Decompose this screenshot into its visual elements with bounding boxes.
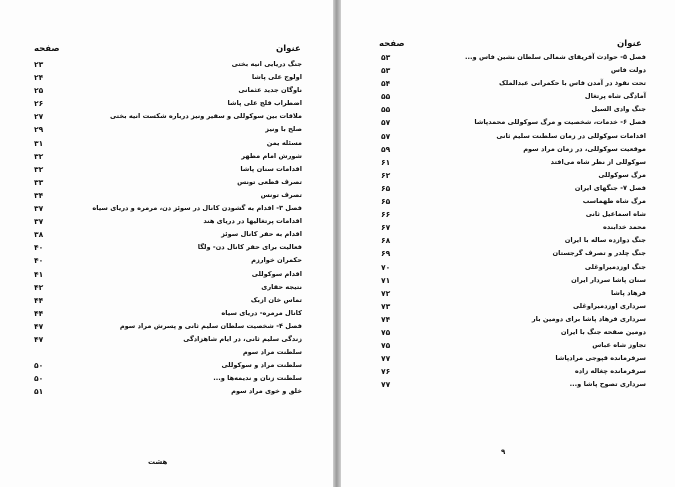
toc-entry-page-number: ۷۷ [381,354,391,364]
toc-entry-page-number: ۵۷ [381,131,391,141]
toc-entry-page-number: ۵۵ [381,92,391,102]
toc-entry-title: جنگ چلدر و تصرف گرجستان [552,249,646,258]
toc-row [34,254,302,267]
toc-row [381,274,646,287]
toc-row [34,268,302,281]
toc-row [381,339,646,352]
toc-entry-page-number: ۶۲ [381,170,391,180]
toc-row [381,365,646,378]
toc-row [34,281,302,294]
toc-entry-title: تجاوز شاه عباس [592,341,646,350]
toc-entry-title: سرفرمانده قپوجی مرادپاشا [555,354,646,363]
left-title-heading: عنوان [276,44,301,54]
toc-row [381,169,646,182]
toc-row [381,208,646,221]
right-page-heading: صفحه [379,39,405,49]
toc-entry-title: مسئله یمن [266,138,302,147]
toc-entry-title: سنان پاشا سردار ایران [571,275,646,284]
toc-entry-title: سرداری اوزدمیراوغلی [572,301,646,310]
toc-entry-title: مرگ سوکوللی [598,170,646,179]
toc-entry-title: اقدامات پرتغالیها در دریای هند [203,217,302,226]
toc-entry-title: آمادگی شاه پرتغال [584,92,646,101]
toc-entry-page-number: ۲۴ [34,73,44,83]
right-toc-list [381,51,646,391]
toc-entry-page-number: ۶۵ [381,183,391,193]
toc-entry-title: سرداری تصوح پاشا و... [569,380,646,389]
toc-entry-page-number: ۴۱ [34,269,44,279]
toc-row [381,182,646,195]
toc-row [34,71,302,84]
toc-row [381,195,646,208]
toc-entry-page-number: ۳۷ [34,217,44,227]
left-toc-list [34,58,302,398]
toc-entry-page-number: ۴۲ [34,282,44,292]
toc-entry-page-number: ۳۸ [34,230,44,240]
toc-entry-page-number: ۷۱ [381,275,391,285]
toc-row [381,77,646,90]
toc-row [381,130,646,143]
toc-row [34,110,302,123]
toc-entry-title: سرداری فرهاد پاشا برای دومین بار [531,314,646,323]
toc-entry-title: فعالیت برای حفر کانال دن- ولگا [197,243,302,252]
toc-row [381,103,646,116]
toc-entry-title: اولوج علی پاشا [251,73,302,82]
toc-entry-title: ناوگان جدید عثمانی [238,86,302,95]
toc-entry-page-number: ۴۷ [34,334,44,344]
toc-entry-page-number: ۳۳ [34,177,44,187]
toc-entry-title: کانال مرمره- دریای سیاه [221,308,302,317]
toc-entry-title: صلح با ونیز [265,125,302,134]
toc-row [381,378,646,391]
toc-row [34,58,302,71]
toc-entry-title: اقدام سوکوللی [251,269,302,278]
toc-entry-title: جنگ دریایی انیه بختی [231,60,302,68]
toc-entry-title: مرگ شاه طهماسب [582,197,646,206]
toc-entry-page-number: ۳۱ [34,138,44,148]
toc-row [34,228,302,241]
toc-entry-title: تصرف قطعی تونس [237,177,302,186]
toc-row [34,372,302,385]
toc-entry-title: شورش امام مطهر [241,151,302,160]
toc-entry-page-number: ۶۷ [381,223,391,233]
toc-entry-title: موقعیت سوکوللی، در زمان مراد سوم [523,144,646,153]
toc-entry-page-number: ۷۵ [381,327,391,337]
toc-entry-title: اقدام به حفر کانال سوئز [221,230,302,239]
toc-entry-title: فرهاد پاشا [610,288,646,297]
toc-row [34,333,302,346]
toc-row [381,116,646,129]
toc-entry-page-number: ۴۰ [34,256,44,266]
right-page [341,0,675,487]
toc-entry-title: اقدامات سنان پاشا [240,164,302,173]
toc-entry-page-number: ۵۹ [381,144,391,154]
toc-row [381,247,646,260]
toc-entry-title: زندگی سلیم ثانی، در ایام شاهزادگی [183,334,302,343]
toc-entry-title: فصل ۳- اقدام به گشودن کانال در سوئز دن، مرمره و دریای سیاه [92,204,302,213]
toc-entry-title: جنگ اوزدمیراوغلی [584,262,646,271]
toc-row [34,176,302,189]
toc-entry-page-number: ۷۲ [381,288,391,298]
toc-entry-page-number: ۲۷ [34,112,44,122]
right-title-heading: عنوان [617,39,642,49]
toc-row [34,359,302,372]
book-gutter [333,0,341,487]
toc-entry-title: فصل ۵- حوادث آفریقای شمالی سلطان نشین فاس و... [465,53,646,61]
toc-entry-page-number: ۴۴ [34,295,44,305]
toc-entry-page-number: ۶۱ [381,157,391,167]
toc-row [381,64,646,77]
toc-entry-title: شاه اسماعیل ثانی [585,210,646,219]
toc-row [381,156,646,169]
toc-entry-page-number: ۷۶ [381,367,391,377]
toc-entry-title: دومین صفحه جنگ با ایران [560,327,646,336]
toc-entry-page-number: ۲۹ [34,125,44,135]
toc-entry-title: محمد خدابنده [602,223,646,232]
toc-row [381,300,646,313]
toc-entry-title: تصرف تونس [260,190,302,199]
toc-entry-page-number: ۴۴ [34,308,44,318]
toc-entry-page-number: ۴۰ [34,243,44,253]
toc-row [34,163,302,176]
toc-entry-page-number: ۶۵ [381,197,391,207]
toc-row [34,202,302,215]
toc-entry-title: تماس خان ازبک [250,295,302,304]
toc-entry-page-number: ۶۹ [381,249,391,259]
right-page-footer: ۹ [501,448,506,456]
toc-row [34,150,302,163]
toc-entry-title: سلطنت زنان و ندیمه‌ها و... [213,374,302,383]
toc-entry-title: سلطنت مراد و سوکوللی [221,361,302,370]
toc-row [381,261,646,274]
toc-row [34,123,302,136]
toc-entry-page-number: ۶۸ [381,236,391,246]
toc-entry-page-number: ۲۳ [34,60,44,69]
toc-entry-page-number: ۷۷ [381,380,391,390]
toc-entry-title: دولت فاس [610,66,646,75]
toc-entry-page-number: ۵۳ [381,53,391,62]
toc-entry-title: نتیجه حفاری [261,282,302,291]
toc-entry-page-number: ۵۴ [381,79,391,89]
toc-entry-title: فصل ۶- خدمات، شخصیت و مرگ سوکوللی محمدپاشا [474,118,646,127]
toc-entry-page-number: ۵۵ [381,105,391,115]
toc-entry-page-number: ۷۵ [381,341,391,351]
toc-entry-title: سوکوللی از نظر شاه می‌افتد [550,157,646,166]
toc-row [381,221,646,234]
toc-row [34,215,302,228]
toc-entry-page-number: ۵۷ [381,118,391,128]
toc-row [381,287,646,300]
toc-row [34,241,302,254]
toc-entry-title: تحت نفوذ در آمدن فاس با حکمرانی عبدالملک [499,79,646,88]
toc-row [34,137,302,150]
toc-entry-page-number: ۵۰ [34,374,44,384]
left-page [0,0,333,487]
toc-entry-page-number: ۵۱ [34,387,44,397]
toc-entry-page-number: ۴۷ [34,321,44,331]
toc-row [381,313,646,326]
toc-entry-page-number: ۷۰ [381,262,391,272]
toc-entry-page-number: ۷۴ [381,314,391,324]
toc-entry-page-number: ۵۰ [34,361,44,371]
toc-entry-page-number: ۶۶ [381,210,391,220]
toc-entry-title: سلطنت مراد سوم [242,348,302,357]
toc-entry-title: اضطراب قلج علی پاشا [227,99,302,108]
toc-entry-page-number: ۳۷ [34,204,44,214]
toc-row [381,143,646,156]
toc-row [381,352,646,365]
toc-entry-title: خلق و خوی مراد سوم [231,387,302,396]
toc-row [34,307,302,320]
toc-entry-page-number: ۳۲ [34,151,44,161]
left-page-heading: صفحه [34,44,60,54]
toc-row [381,90,646,103]
toc-entry-title: حکمران خوارزم [251,256,302,265]
left-page-footer: هشت [148,458,168,466]
toc-row [34,189,302,202]
toc-row [34,294,302,307]
toc-entry-title: اقدامات سوکوللی در زمان سلطنت سلیم ثانی [496,131,646,140]
toc-row [34,97,302,110]
toc-entry-title: فصل ۴- شخصیت سلطان سلیم ثانی و پسرش مراد سوم [119,321,302,330]
toc-entry-page-number: ۵۳ [381,66,391,76]
toc-row [34,346,302,359]
toc-entry-title: فصل ۷- جنگهای ایران [574,183,646,192]
toc-entry-page-number: ۷۳ [381,301,391,311]
toc-entry-title: سرفرمانده چغاله زاده [574,367,646,376]
toc-row [34,84,302,97]
toc-row [34,385,302,398]
toc-row [381,51,646,64]
toc-row [34,320,302,333]
toc-entry-page-number: ۲۵ [34,86,44,96]
toc-entry-title: جنگ وادی السیل [591,105,646,114]
toc-row [381,326,646,339]
toc-row [381,234,646,247]
toc-entry-page-number: ۳۴ [34,190,44,200]
toc-entry-page-number: ۳۲ [34,164,44,174]
toc-entry-title: جنگ دوازده ساله با ایران [564,236,646,245]
toc-entry-page-number: ۲۶ [34,99,44,109]
toc-entry-title: ملاقات بین سوکوللی و سفیر ونیز درباره شکست انیه بختی [109,112,302,121]
